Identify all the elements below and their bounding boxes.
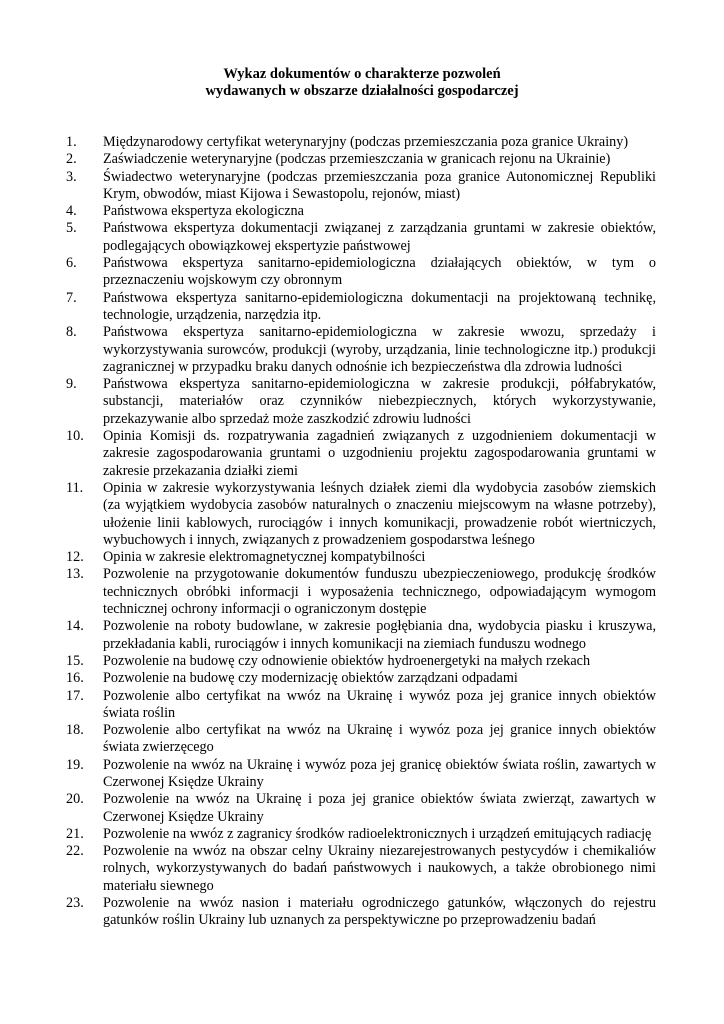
list-item-number: 12. xyxy=(66,549,84,566)
list-item-number: 14. xyxy=(66,618,84,635)
list-item-number: 13. xyxy=(66,566,84,583)
list-item-text: Opinia w zakresie wykorzystywania leśnych działek ziemi dla wydobycia zasobów ziemskich (za wyjątkiem wydobycia zasobów naturalnych o znaczeniu miejscowym na własne potrzeby), ułożenie linii kablowych, rurociągów i innych komunikacji, prowadzenie robót wiertniczych, wybuchowych i innych, związanych z prowadzeniem gospodarstwa leśnego xyxy=(103,479,656,548)
list-item-number: 21. xyxy=(66,825,84,842)
list-item xyxy=(66,791,656,826)
list-item xyxy=(66,670,656,687)
list-item-number: 7. xyxy=(66,289,77,306)
title-line-1: Wykaz dokumentów o charakterze pozwoleń xyxy=(223,66,501,82)
list-item-text: Pozwolenie albo certyfikat na wwóz na Ukrainę i wywóz poza jej granice innych obiektów świata zwierzęcego xyxy=(103,722,656,756)
permit-list xyxy=(66,134,656,930)
list-item-text: Świadectwo weterynaryjne (podczas przemieszczania poza granice Autonomicznej Republiki Krym, obwodów, miast Kijowa i Sewastopolu, rejonów, miast) xyxy=(103,168,656,202)
list-item-number: 9. xyxy=(66,376,77,393)
list-item-text: Państwowa ekspertyza sanitarno-epidemiologiczna działających obiektów, w tym o przeznaczeniu wojskowym czy obronnym xyxy=(103,255,656,289)
list-item-number: 20. xyxy=(66,791,84,808)
list-item-number: 18. xyxy=(66,722,84,739)
list-item xyxy=(66,757,656,792)
list-item-text: Pozwolenie na wwóz na Ukrainę i wywóz poza jej granicę obiektów świata roślin, zawartych w Czerwonej Księdze Ukrainy xyxy=(103,756,656,790)
list-item xyxy=(66,255,656,290)
list-item-number: 5. xyxy=(66,220,77,237)
list-item xyxy=(66,290,656,325)
list-item xyxy=(66,618,656,653)
list-item-text: Opinia Komisji ds. rozpatrywania zagadnień związanych z uzgodnieniem dokumentacji w zakresie zagospodarowania gruntami o uzgodnieniu projektu zagospodarowania gruntami w zakresie przekazania działki ziemi xyxy=(103,428,656,479)
list-item xyxy=(66,151,656,168)
list-item-text: Pozwolenie na wwóz na Ukrainę i poza jej granice obiektów świata zwierząt, zawartych w Czerwonej Księdze Ukrainy xyxy=(103,791,656,825)
list-item xyxy=(66,324,656,376)
list-item-number: 11. xyxy=(66,479,84,496)
list-item-text: Pozwolenie na budowę czy modernizację obiektów zarządzani odpadami xyxy=(103,670,518,687)
list-item-number: 23. xyxy=(66,895,84,912)
list-item-number: 19. xyxy=(66,756,84,773)
list-item-number: 16. xyxy=(66,670,84,687)
list-item xyxy=(66,653,656,670)
list-item xyxy=(66,220,656,255)
list-item-text: Pozwolenie na roboty budowlane, w zakresie pogłębiania dna, wydobycia piasku i kruszywa, przekładania kabli, rurociągów i innych komunikacji na ziemiach funduszu wodnego xyxy=(103,618,656,652)
list-item xyxy=(66,549,656,566)
list-item xyxy=(66,826,656,843)
list-item-text: Opinia w zakresie elektromagnetycznej kompatybilności xyxy=(103,549,426,566)
list-item-number: 22. xyxy=(66,843,84,860)
list-item-text: Pozwolenie na wwóz na obszar celny Ukrainy niezarejestrowanych pestycydów i chemikaliów rolnych, wykorzystywanych do badań państwowych i naukowych, a także obrobionego nimi materiału siewnego xyxy=(103,843,656,894)
list-item-number: 15. xyxy=(66,652,84,669)
list-item-text: Państwowa ekspertyza sanitarno-epidemiologiczna w zakresie wwozu, sprzedaży i wykorzystywania surowców, produkcji (wyroby, urządzania, linie technologiczne itp.) produkcji zagranicznej w przypadku braku danych odnośnie ich bezpieczeństwa dla zdrowia ludności xyxy=(103,324,656,375)
list-item xyxy=(66,169,656,204)
list-item-number: 17. xyxy=(66,687,84,704)
list-item-number: 3. xyxy=(66,168,77,185)
list-item xyxy=(66,376,656,428)
list-item-number: 1. xyxy=(66,134,77,150)
list-item-text: Państwowa ekspertyza sanitarno-epidemiologiczna w zakresie produkcji, półfabrykatów, substancji, materiałów oraz czynników niebezpiecznych, których wykorzystywanie, przekazywanie albo sprzedaż może zaszkodzić zdrowiu ludności xyxy=(103,376,656,427)
list-item-number: 4. xyxy=(66,203,77,220)
list-item xyxy=(66,566,656,618)
list-item xyxy=(66,134,656,151)
list-item xyxy=(66,428,656,480)
list-item-text: Pozwolenie na przygotowanie dokumentów funduszu ubezpieczeniowego, produkcję środków technicznych obróbki informacji i wyposażenia technicznego, odpowiadającym wymogom technicznej ochrony informacji o ograniczonym dostępie xyxy=(103,566,656,618)
list-item xyxy=(66,895,656,930)
list-item-text: Zaświadczenie weterynaryjne (podczas przemieszczania w granicach rejonu na Ukrainie) xyxy=(103,151,611,168)
list-item-text: Pozwolenie na budowę czy odnowienie obiektów hydroenergetyki na małych rzekach xyxy=(103,652,591,669)
list-item-number: 10. xyxy=(66,428,84,445)
list-item xyxy=(66,843,656,895)
list-item xyxy=(66,722,656,757)
list-item-number: 8. xyxy=(66,324,77,341)
list-item-text: Pozwolenie albo certyfikat na wwóz na Ukrainę i wywóz poza jej granice innych obiektów świata roślin xyxy=(103,687,656,721)
list-item-number: 2. xyxy=(66,151,77,168)
document-title xyxy=(0,66,724,100)
list-item xyxy=(66,480,656,549)
list-item-text: Państwowa ekspertyza sanitarno-epidemiologiczna dokumentacji na projektowaną technikę, technologie, urządzenia, narzędzia itp. xyxy=(103,289,656,323)
title-line-2: wydawanych w obszarze działalności gospodarczej xyxy=(205,83,519,99)
list-item xyxy=(66,203,656,220)
list-item-text: Pozwolenie na wwóz z zagranicy środków radioelektronicznych i urządzeń emitujących radiację xyxy=(103,825,652,842)
list-item-text: Pozwolenie na wwóz nasion i materiału ogrodniczego gatunków, włączonych do rejestru gatunków roślin Ukrainy lub uznanych za perspektywiczne po przeprowadzeniu badań xyxy=(103,895,656,929)
list-item-number: 6. xyxy=(66,255,77,272)
list-item xyxy=(66,688,656,723)
list-item-text: Państwowa ekspertyza ekologiczna xyxy=(103,203,304,220)
list-item-text: Państwowa ekspertyza dokumentacji związanej z zarządzania gruntami w zakresie obiektów, podlegających obowiązkowej ekspertyzie państwowej xyxy=(103,220,656,254)
list-item-text: Międzynarodowy certyfikat weterynaryjny (podczas przemieszczania poza granice Ukrainy) xyxy=(103,134,629,150)
